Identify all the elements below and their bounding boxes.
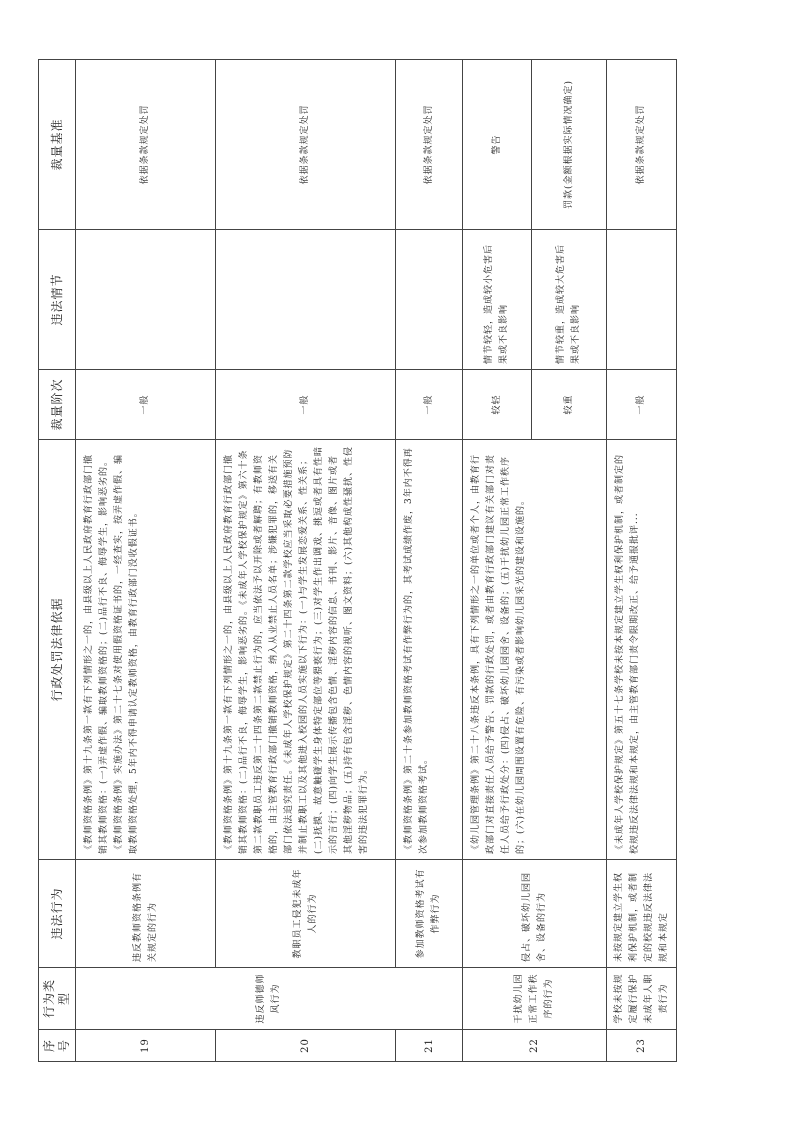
row-standard: 依据条款规定处罚 [76,60,216,230]
row-seq: 21 [396,1030,463,1062]
row-type: 干扰幼儿园正常工作秩序的行为 [463,968,607,1030]
row-basis: 《幼儿园管理条例》第二十八条违反本条例，具有下列情形之一的单位或者个人，由教育行政部门对直接责任人员给予警告、罚款的行政处罚，或者由教育行政部门建议有关部门对责任人员给予行政处分：(四)侵占、破坏幼儿园园舍、设备的；(五)干扰幼儿园正常工作秩序的；(六)在幼儿园周围设置有危险、有污染或者影响幼儿园采光的建设和设施的。 [463,440,607,860]
row-basis: 《教师资格条例》第十九条第一款有下列情形之一的，由县级以上人民政府教育行政部门撤销其教师资格：(一)弄虚作假、骗取教师资格的；(二)品行不良、侮辱学生，影响恶劣的。《教师资格条例》实施办法》第二十七条对使用假资格证书的，一经查实，按弄虚作假、骗取教师资格处理，5年内不得申请认定教师资格，由教育行政部门没收假证书。 [76,440,216,860]
header-behavior: 违法行为 [39,860,76,968]
header-circumstance: 违法情节 [39,230,76,370]
row-behavior: 教职员工侵犯未成年人的行为 [216,860,396,968]
row-standard: 依据条款规定处罚 [216,60,396,230]
header-type: 行为类型 [39,968,76,1030]
row-seq: 22 [463,1030,607,1062]
row-circumstance [607,230,677,370]
header-basis: 行政处罚法律依据 [39,440,76,860]
row-standard: 罚款(金额根据实际情况确定) [532,60,607,230]
row-standard: 依据条款规定处罚 [396,60,463,230]
table-row [396,60,463,1062]
row-behavior: 侵占、破坏幼儿园园舍、设备的行为 [463,860,607,968]
row-seq: 20 [216,1030,396,1062]
row-behavior: 违反教师资格条例有关规定的行为 [76,860,216,968]
row-level: 一般 [607,370,677,440]
row-seq: 23 [607,1030,677,1062]
row-circumstance: 情节较重，造成较大危害后果或不良影响 [532,230,607,370]
row-standard: 依据条款规定处罚 [607,60,677,230]
header-level: 裁量阶次 [39,370,76,440]
row-level: 一般 [76,370,216,440]
row-basis: 《教师资格条例》第二十条参加教师资格考试有作弊行为的，其考试成绩作废，3年内不得再次参加教师资格考试。 [396,440,463,860]
header-row [39,60,76,1062]
row-standard: 警告 [463,60,532,230]
header-standard: 裁量基准 [39,60,76,230]
table-row [607,60,677,1062]
table-row [463,60,532,1062]
row-behavior: 未按规定建立学生权利保护机制，或者制定的校规违反法律法规和本规定 [607,860,677,968]
table-row [216,60,396,1062]
row-level: 较轻 [463,370,532,440]
penalty-discretion-table [38,59,677,1062]
row-seq: 19 [76,1030,216,1062]
row-basis: 《未成年人学校保护规定》第五十七条学校未按本规定建立学生权利保护机制，或者制定的校规违反法律法规和本规定，由主管教育部门责令限期改正、给予通报批评... [607,440,677,860]
row-circumstance: 情节较轻，造成较小危害后果或不良影响 [463,230,532,370]
row-circumstance [76,230,216,370]
row-type: 违反师德师风行为 [76,968,463,1030]
row-basis: 《教师资格条例》第十九条第一款有下列情形之一的，由县级以上人民政府教育行政部门撤销其教师资格：(二)品行不良，侮辱学生，影响恶劣的。《未成年人学校保护规定》第六十条第二款教职员工违反第二十四条第二款禁止行为的，应当依法予以开除或者解聘；有教师资格的，由主管教育行政部门撤销教师资格，纳入从业禁止人员名单；涉嫌犯罪的，移送有关部门依法追究责任。《未成年人学校保护规定》第二十四条第二款学校应当采取必要措施预防并制止教职工以及其他进入校园的人员实施以下行为：(一)与学生发展恋爱关系、性关系；(二)抚摸、故意触碰学生身体特定部位等猥亵行为；(三)对学生作出调戏、挑逗或者具有性暗示的言行；(四)向学生展示传播包含色情、淫秽内容的信息、书刊、影片、音像、图片或者其他淫秽物品；(五)持有包含淫秽、色情内容的视听、图文资料；(六)其他构成性骚扰、性侵害的违法犯罪行为。 [216,440,396,860]
row-circumstance [396,230,463,370]
header-seq: 序号 [39,1030,76,1062]
row-level: 一般 [396,370,463,440]
table-row [76,60,216,1062]
row-type: 学校未按规定履行保护未成年人职责行为 [607,968,677,1030]
row-level: 一般 [216,370,396,440]
row-behavior: 参加教师资格考试有作弊行为 [396,860,463,968]
row-level: 较重 [532,370,607,440]
row-circumstance [216,230,396,370]
